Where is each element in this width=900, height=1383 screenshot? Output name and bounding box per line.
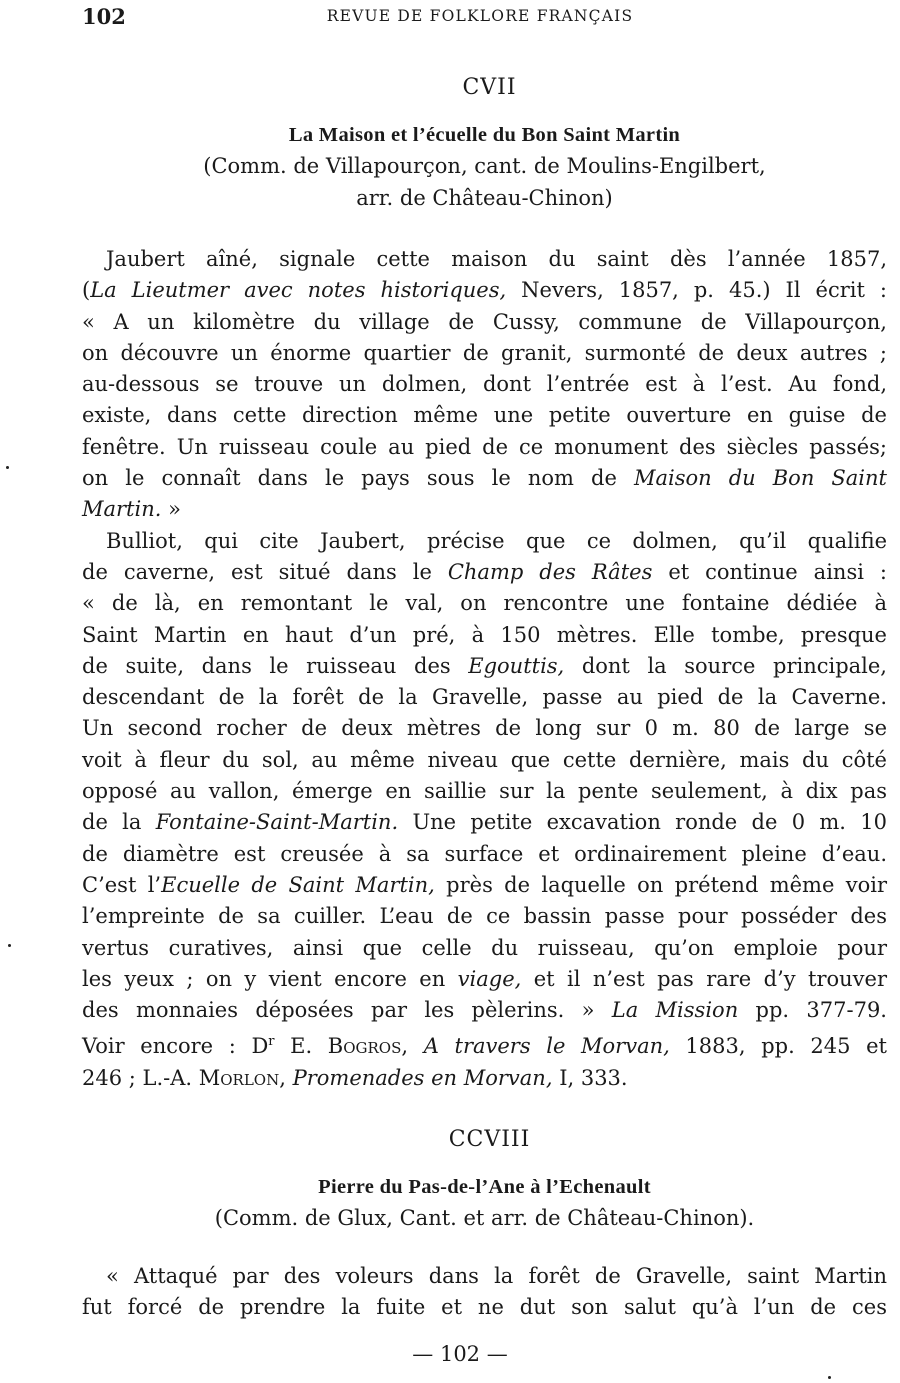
text-line: de caverne, est situé dans le Champ des Râtes et continue ainsi : xyxy=(82,559,887,584)
section-ccviii-body xyxy=(82,1261,887,1324)
text-line: Bulliot, qui cite Jaubert, précise que ce dolmen, qu’il qualifie xyxy=(106,528,887,553)
text-line: on découvre un énorme quartier de granit, surmonté de deux autres ; xyxy=(82,340,887,365)
location-line: arr. de Château-Chinon) xyxy=(356,185,613,210)
scan-speck xyxy=(6,466,9,469)
text-line: vertus curatives, ainsi que celle du ruisseau, qu’on emploie pour xyxy=(82,935,887,960)
section-cvii xyxy=(82,72,887,103)
text-line: opposé au vallon, émerge en saillie sur la pente seulement, à dix pas xyxy=(82,779,887,804)
page-number: 102 xyxy=(82,4,126,29)
section-cvii-body xyxy=(82,244,887,1094)
section-title: Pierre du Pas-de-l’Ane à l’Echenault xyxy=(318,1176,651,1198)
text-line: Voir encore : $D^r$ E. Bogros, A travers le Morvan, 1883, pp. 245 et xyxy=(82,1034,887,1059)
text-line: C’est l’Ecuelle de Saint Martin, près de laquelle on prétend même voir xyxy=(82,872,887,897)
text-line: « de là, en remontant le val, on rencontre une fontaine dédiée à xyxy=(82,591,887,616)
section-ccviii-heading xyxy=(82,1172,887,1235)
text-line: Jaubert aîné, signale cette maison du saint dès l’année 1857, xyxy=(106,247,887,271)
text-line: fenêtre. Un ruisseau coule au pied de ce monument des siècles passés; xyxy=(82,434,887,459)
paragraph xyxy=(82,244,887,526)
section-ccviii xyxy=(82,1124,887,1155)
text-line: « Attaqué par des voleurs dans la forêt de Gravelle, saint Martin xyxy=(106,1264,887,1288)
section-number: CVII xyxy=(462,75,517,100)
text-line: 246 ; L.-A. Morlon, Promenades en Morvan, I, 333. xyxy=(82,1065,628,1090)
paragraph xyxy=(82,526,887,1094)
text-line: au-dessous se trouve un dolmen, dont l’entrée est à l’est. Au fond, xyxy=(82,372,887,397)
text-line: des monnaies déposées par les pèlerins. » La Mission pp. 377-79. xyxy=(82,998,887,1023)
text-line: voit à fleur du sol, au même niveau que cette dernière, mais du côté xyxy=(82,747,887,772)
text-line: de diamètre est creusée à sa surface et ordinairement pleine d’eau. xyxy=(82,841,887,866)
section-title: La Maison et l’écuelle du Bon Saint Martin xyxy=(288,124,681,146)
location-line: (Comm. de Villapourçon, cant. de Moulins-Engilbert, xyxy=(203,154,766,179)
text-line: l’empreinte de sa cuiller. L’eau de ce bassin passe pour posséder des xyxy=(82,904,887,929)
text-line: existe, dans cette direction même une petite ouverture en guise de xyxy=(82,403,887,428)
text-line: les yeux ; on y vient encore en viage, et il n’est pas rare d’y trouver xyxy=(82,966,887,991)
section-number: CCVIII xyxy=(448,1127,531,1152)
text-line: de la Fontaine-Saint-Martin. Une petite excavation ronde de 0 m. 10 xyxy=(82,810,887,835)
section-cvii-heading xyxy=(82,120,887,214)
text-line: Saint Martin en haut d’un pré, à 150 mètres. Elle tombe, presque xyxy=(82,622,887,647)
text-line: fut forcé de prendre la fuite et ne dut son salut qu’à l’un de ces xyxy=(82,1295,887,1320)
text-line: « A un kilomètre du village de Cussy, commune de Villapourçon, xyxy=(82,309,887,334)
text-line: on le connaît dans le pays sous le nom de Maison du Bon Saint xyxy=(82,466,887,491)
folio: — 102 — xyxy=(412,1342,508,1366)
running-head xyxy=(0,4,900,28)
text-line: Martin. » xyxy=(82,497,181,522)
text-line: (La Lieutmer avec notes historiques, Nevers, 1857, p. 45.) Il écrit : xyxy=(82,278,888,303)
scan-speck xyxy=(828,1376,831,1379)
text-line: Un second rocher de deux mètres de long sur 0 m. 80 de large se xyxy=(82,716,887,741)
paragraph xyxy=(82,1261,887,1324)
text-line: descendant de la forêt de la Gravelle, passe au pied de la Caverne. xyxy=(82,685,887,710)
location-line: (Comm. de Glux, Cant. et arr. de Château-Chinon). xyxy=(214,1206,755,1231)
journal-title: REVUE DE FOLKLORE FRANÇAIS xyxy=(326,7,634,25)
scan-speck xyxy=(8,944,11,947)
text-line: de suite, dans le ruisseau des Egouttis, dont la source principale, xyxy=(82,653,887,678)
